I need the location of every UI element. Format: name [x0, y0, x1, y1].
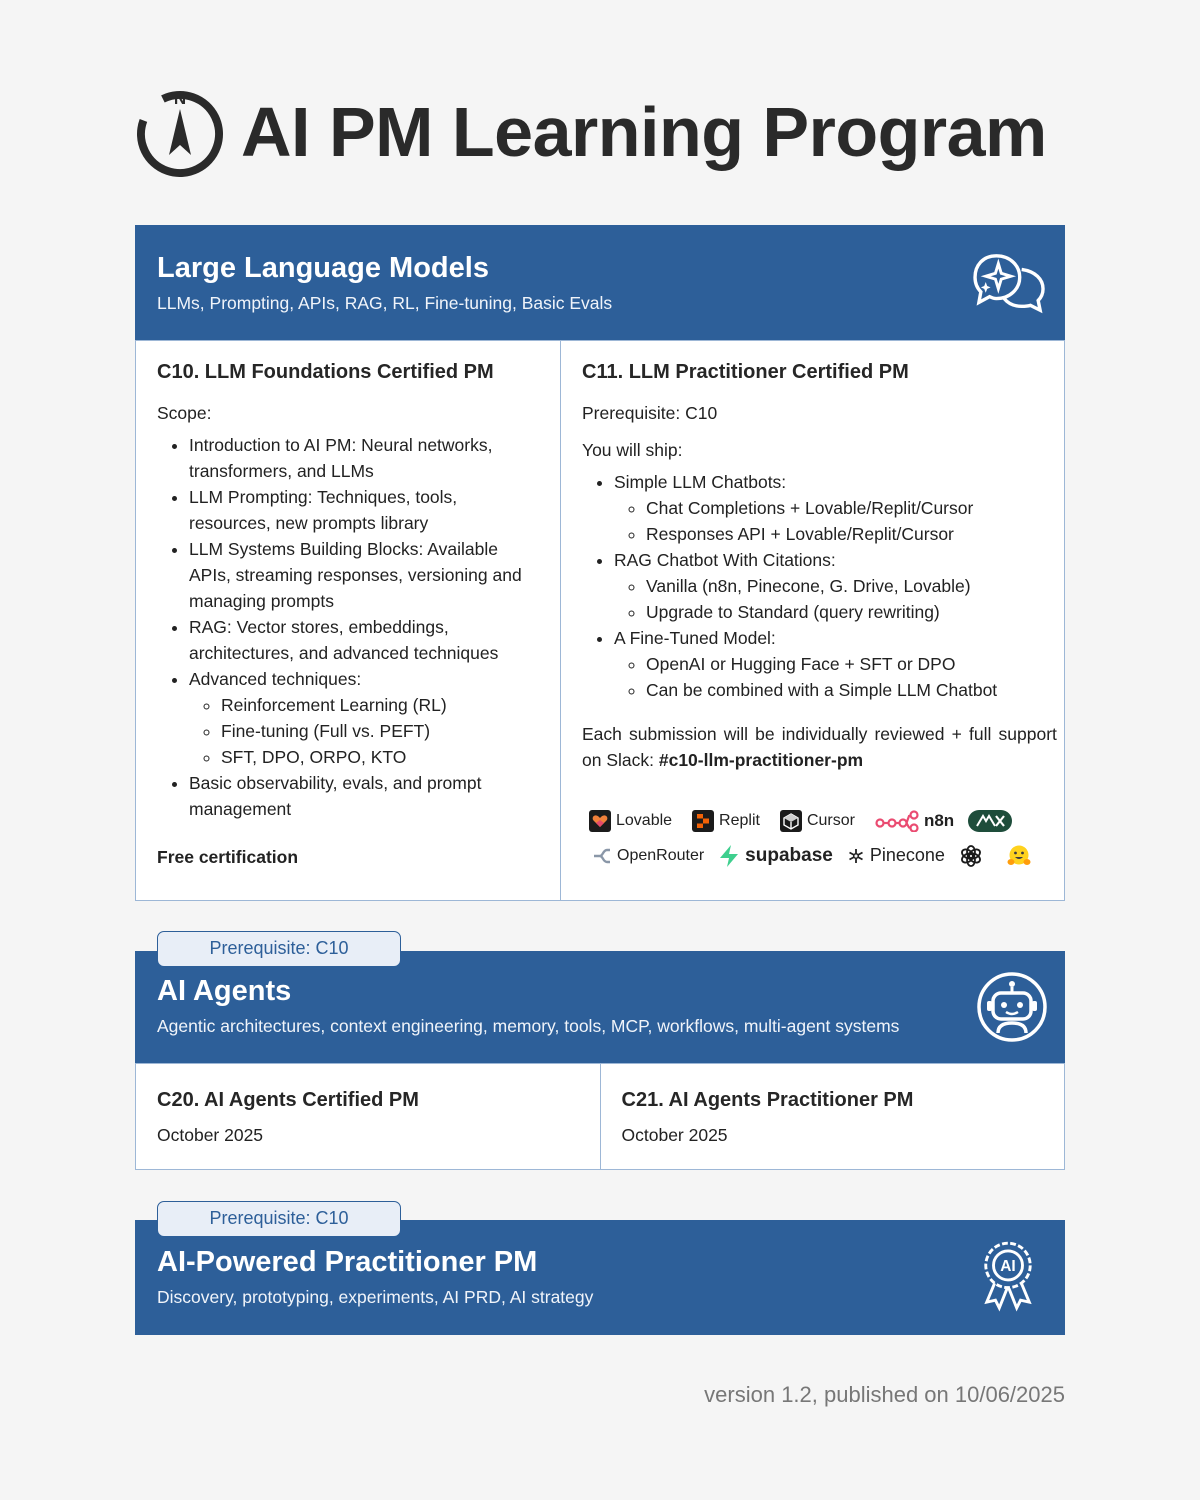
hugging-face-logo [1006, 844, 1037, 868]
powered-section-header [135, 1220, 1065, 1335]
compass-icon [135, 87, 225, 177]
list-item: • LLM Prompting: Techniques, tools, resources, new prompts library [189, 484, 539, 536]
list-item [189, 666, 539, 770]
openrouter-label: OpenRouter [617, 846, 705, 864]
agents-section-subtitle: Agentic architectures, context engineering, memory, tools, MCP, workflows, multi-agent systems [157, 1015, 900, 1036]
version-footer: version 1.2, published on 10/06/2025 [704, 1382, 1065, 1407]
openai-logo [959, 844, 988, 868]
lovable-icon [589, 810, 611, 832]
replit-label: Replit [719, 811, 760, 829]
lovable-logo [589, 810, 672, 832]
ship-label: You will ship: [582, 440, 683, 460]
slack-channel-link[interactable]: #c10-llm-practitioner-pm [658, 750, 864, 770]
llm-section-title: Large Language Models [157, 252, 489, 284]
hugging-face-icon [1006, 844, 1032, 868]
n8n-logo [875, 810, 954, 832]
review-text [582, 721, 1057, 773]
review-text-body: Each submission will be individually reviewed + full support on Slack: [582, 724, 1057, 770]
cursor-logo [780, 810, 855, 832]
chat-sparkle-icon [971, 250, 1049, 318]
list-item [614, 469, 1057, 547]
c20-date: October 2025 [157, 1125, 264, 1145]
lovable-label: Lovable [616, 811, 673, 829]
cursor-icon [780, 810, 802, 832]
robot-icon [976, 971, 1048, 1043]
tools-badge-icon [968, 810, 1012, 832]
compass-letter: N [173, 89, 187, 108]
c20-title: C20. AI Agents Certified PM [157, 1089, 419, 1111]
group-label: RAG Chatbot With Citations: [614, 550, 836, 570]
list-item: • LLM Systems Building Blocks: Available APIs, streaming responses, versioning and managing prompts [189, 536, 539, 614]
agents-section-header [135, 951, 1065, 1064]
tool-logos-row-2 [582, 838, 1057, 873]
llm-cards [135, 340, 1065, 901]
list-item: ◦ SFT, DPO, ORPO, KTO [221, 744, 539, 770]
c21-card [600, 1064, 1065, 1169]
tool-logos [582, 803, 1057, 873]
powered-prereq-badge: Prerequisite: C10 [157, 1201, 401, 1237]
pinecone-logo [847, 845, 945, 866]
agents-prereq-badge: Prerequisite: C10 [157, 931, 401, 967]
list-item: ◦ Fine-tuning (Full vs. PEFT) [221, 718, 539, 744]
list-item: ◦ Upgrade to Standard (query rewriting) [646, 599, 1057, 625]
list-item [614, 547, 1057, 625]
openrouter-icon [592, 847, 612, 865]
list-item: • Basic observability, evals, and prompt management [189, 770, 539, 822]
c20-card [136, 1064, 600, 1169]
n8n-label: n8n [923, 810, 955, 830]
list-item: ◦ Responses API + Lovable/Replit/Cursor [646, 521, 1057, 547]
supabase-logo [718, 844, 833, 868]
c11-list [582, 469, 1057, 703]
advanced-label: Advanced techniques: [189, 669, 362, 689]
pinecone-icon [847, 847, 865, 865]
llm-section-header [135, 225, 1065, 341]
list-item: ◦ Can be combined with a Simple LLM Chatbot [646, 677, 1057, 703]
list-item: ◦ Chat Completions + Lovable/Replit/Cursor [646, 495, 1057, 521]
list-item: ◦ Reinforcement Learning (RL) [221, 692, 539, 718]
cursor-label: Cursor [806, 811, 855, 829]
list-item: ◦ Vanilla (n8n, Pinecone, G. Drive, Lovable) [646, 573, 1057, 599]
tool-logos-row-1 [582, 803, 1057, 838]
c21-title: C21. AI Agents Practitioner PM [621, 1089, 914, 1111]
advanced-sublist [189, 692, 539, 770]
pinecone-label: Pinecone [869, 845, 945, 865]
group-sublist [614, 573, 1057, 625]
free-certification: Free certification [157, 847, 299, 867]
c10-list [157, 432, 539, 822]
ai-award-text: AI [1000, 1258, 1016, 1276]
supabase-label: supabase [745, 844, 833, 866]
group-label: A Fine-Tuned Model: [614, 628, 776, 648]
list-item: ◦ OpenAI or Hugging Face + SFT or DPO [646, 651, 1057, 677]
c10-card [136, 341, 560, 900]
page-title: AI PM Learning Program [241, 93, 1047, 171]
c11-card [560, 341, 1078, 900]
powered-section-subtitle: Discovery, prototyping, experiments, AI PRD, AI strategy [157, 1286, 594, 1307]
replit-logo [692, 810, 760, 832]
list-item [614, 625, 1057, 703]
supabase-icon [718, 844, 740, 868]
tools-badge-logo [968, 810, 1017, 832]
agents-section-title: AI Agents [157, 975, 292, 1007]
agents-cards [135, 1063, 1065, 1170]
scope-label: Scope: [157, 403, 212, 423]
llm-section-subtitle: LLMs, Prompting, APIs, RAG, RL, Fine-tuning, Basic Evals [157, 292, 613, 313]
c10-title: C10. LLM Foundations Certified PM [157, 361, 494, 383]
c11-prereq: Prerequisite: C10 [582, 403, 718, 423]
page-header [135, 84, 1075, 180]
c11-title: C11. LLM Practitioner Certified PM [582, 361, 909, 383]
list-item: • Introduction to AI PM: Neural networks, transformers, and LLMs [189, 432, 539, 484]
n8n-icon [875, 810, 919, 832]
replit-icon [692, 810, 714, 832]
group-sublist [614, 651, 1057, 703]
c21-date: October 2025 [621, 1125, 728, 1145]
group-label: Simple LLM Chatbots: [614, 472, 787, 492]
openai-icon [959, 844, 983, 868]
list-item: • RAG: Vector stores, embeddings, architectures, and advanced techniques [189, 614, 539, 666]
ai-award-icon [979, 1240, 1037, 1314]
group-sublist [614, 495, 1057, 547]
powered-section-title: AI-Powered Practitioner PM [157, 1246, 538, 1278]
openrouter-logo [592, 847, 704, 865]
